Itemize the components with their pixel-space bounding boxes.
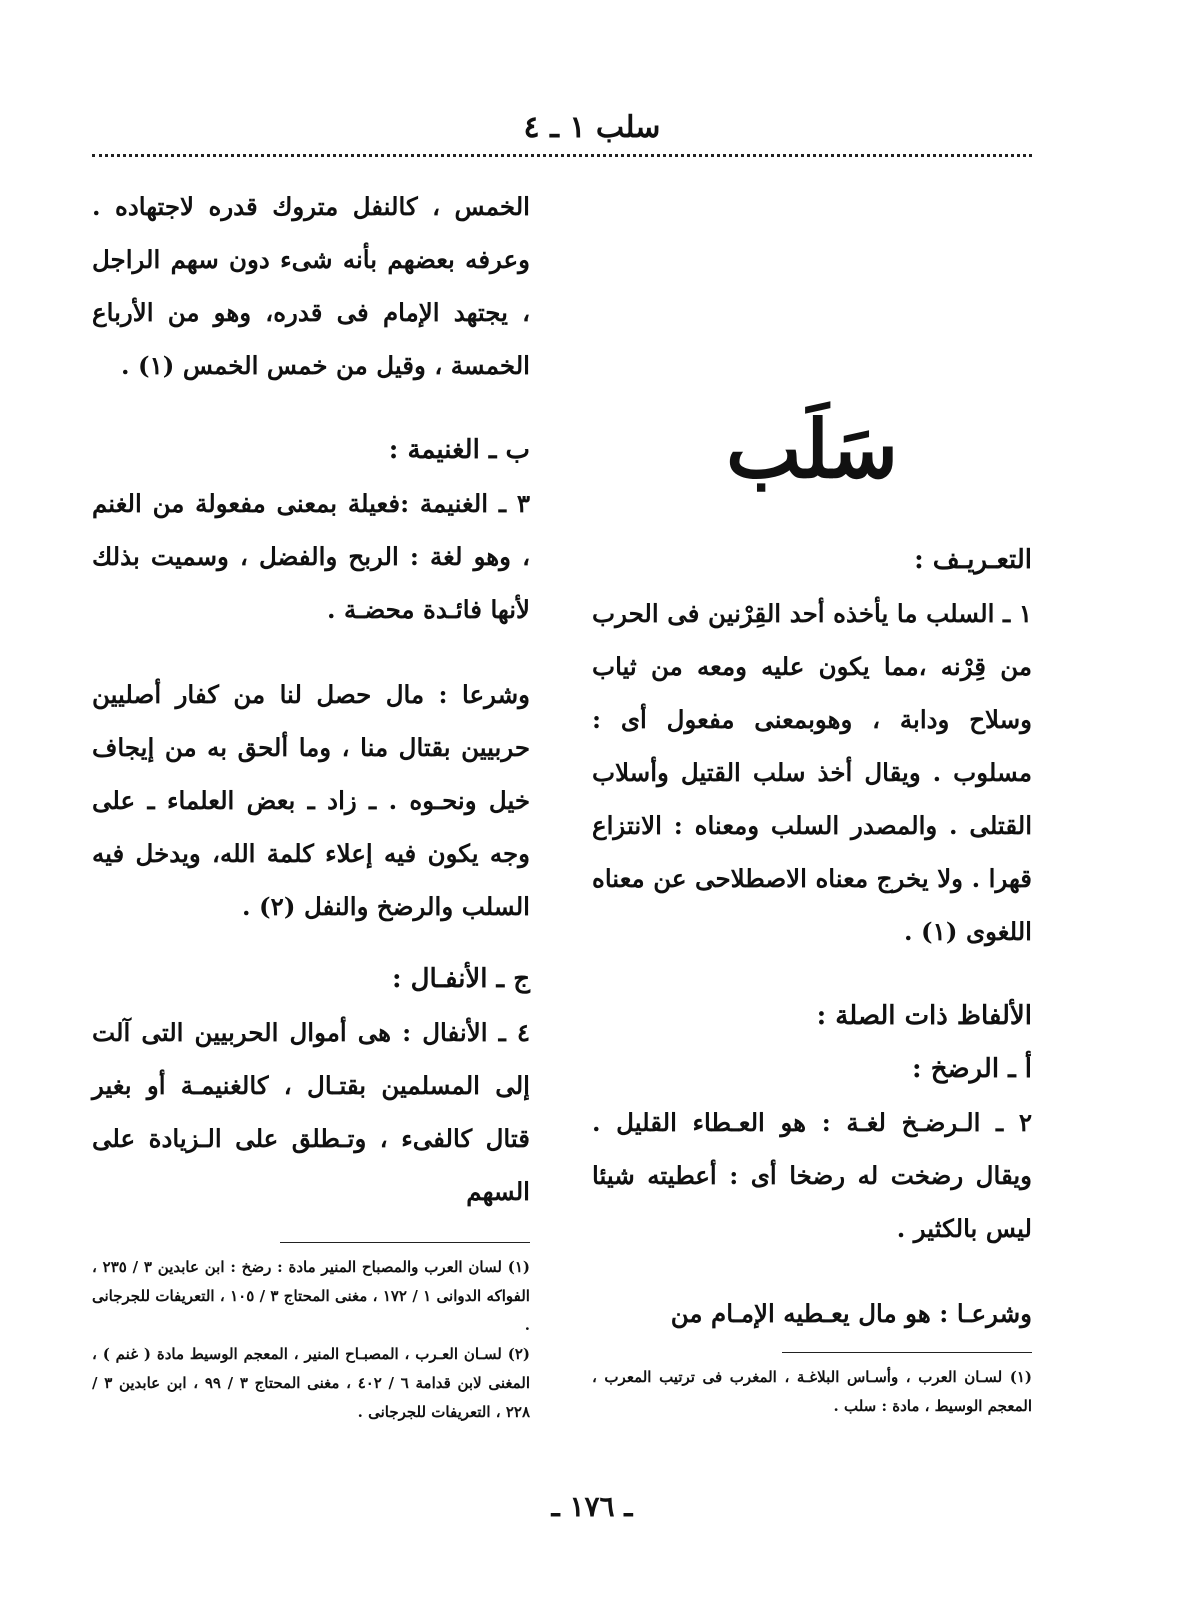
heading-related-terms: الألفاظ ذات الصلة : xyxy=(816,1001,1032,1031)
heading-definition: التعـريـف : xyxy=(914,545,1032,575)
heading-ghanima: ب ـ الغنيمة : xyxy=(388,435,530,465)
page-number: ـ ١٧٦ ـ xyxy=(551,1490,633,1523)
paragraph-ghanima: ٣ ـ الغنيمة :فعيلة بمعنى مفعولة من الغنم ، وهو لغة : الربح والفضل ، وسميت بذلك لأنها فائـدة محضـة . xyxy=(92,489,530,624)
paragraph-anfal: ٤ ـ الأنفال : هى أموال الحربيين التى آلت إلى المسلمين بقتـال ، كالغنيمـة أو بغير قتال كالفىء ، وتـطلق على الـزيادة على السهم xyxy=(92,1018,530,1206)
heading-radkh: أ ـ الرضخ : xyxy=(912,1054,1032,1084)
footnote: (١) لسـان العرب ، وأسـاس البلاغـة ، المغرب فى ترتيب المعرب ، المعجم الوسيط ، مادة : سلب . xyxy=(592,1368,1032,1415)
footnote: (١) لسان العرب والمصباح المنير مادة : رضخ : ابن عابدين ٣ / ٢٣٥ ، الفواكه الدوانى ١ / ١٧٢ ، مغنى المحتاج ٣ / ١٠٥ ، التعريفات للجرجانى . xyxy=(92,1258,530,1334)
right-column xyxy=(592,164,1032,1421)
paragraph-radkh-shar: وشرعـا : هو مال يعـطيه الإمـام من xyxy=(670,1299,1032,1328)
paragraph-ghanima-shar: وشرعا : مال حصل لنا من كفار أصليين حربيين بقتال منا ، وما ألحق به من إيجاف خيل ونحـوه . ـ زاد ـ بعض العلماء ـ على وجه يكون فيه إعلاء كلمة الله، ويدخل فيه السلب والرضخ والنفل (٢) . xyxy=(92,680,530,921)
entry-title: سَلَب xyxy=(725,402,899,496)
header-dotted-rule xyxy=(92,154,1032,157)
left-column xyxy=(92,180,530,1427)
paragraph-definition: ١ ـ السلب ما يأخذه أحد القِرْنين فى الحرب من قِرْنه ،مما يكون عليه ومعه من ثياب وسلاح ودابة ، وهوبمعنى مفعول أى : مسلوب . ويقال أخذ سلب القتيل وأسلاب القتلى . والمصدر السلب ومعناه : الانتزاع قهرا . ولا يخرج معناه الاصطلاحى عن معناه اللغوى (١) . xyxy=(592,599,1032,946)
footnote: (٢) لسـان العـرب ، المصبـاح المنير ، المعجم الوسيط مادة ( غنم ) ، المغنى لابن قدامة ٦ / ٤٠٢ ، مغنى المحتاج ٣ / ٩٩ ، ابن عابدين ٣ / ٢٢٨ ، التعريفات للجرجانى . xyxy=(92,1345,530,1421)
paragraph-khums: الخمس ، كالنفل متروك قدره لاجتهاده . وعرفه بعضهم بأنه شىء دون سهم الراجل ، يجتهد الإمام فى قدره، وهو من الأرباع الخمسة ، وقيل من خمس الخمس (١) . xyxy=(92,192,530,380)
paragraph-radkh: ٢ ـ الـرضـخ لغـة : هو العـطاء القليل . ويقال رضخت له رضخا أى : أعطيته شيئا ليس بالكثير . xyxy=(592,1108,1032,1243)
heading-anfal: ج ـ الأنفـال : xyxy=(391,964,530,994)
footnote-rule xyxy=(280,1242,530,1243)
running-header: سلب ١ ـ ٤ xyxy=(523,110,661,145)
footnote-rule xyxy=(782,1352,1032,1353)
